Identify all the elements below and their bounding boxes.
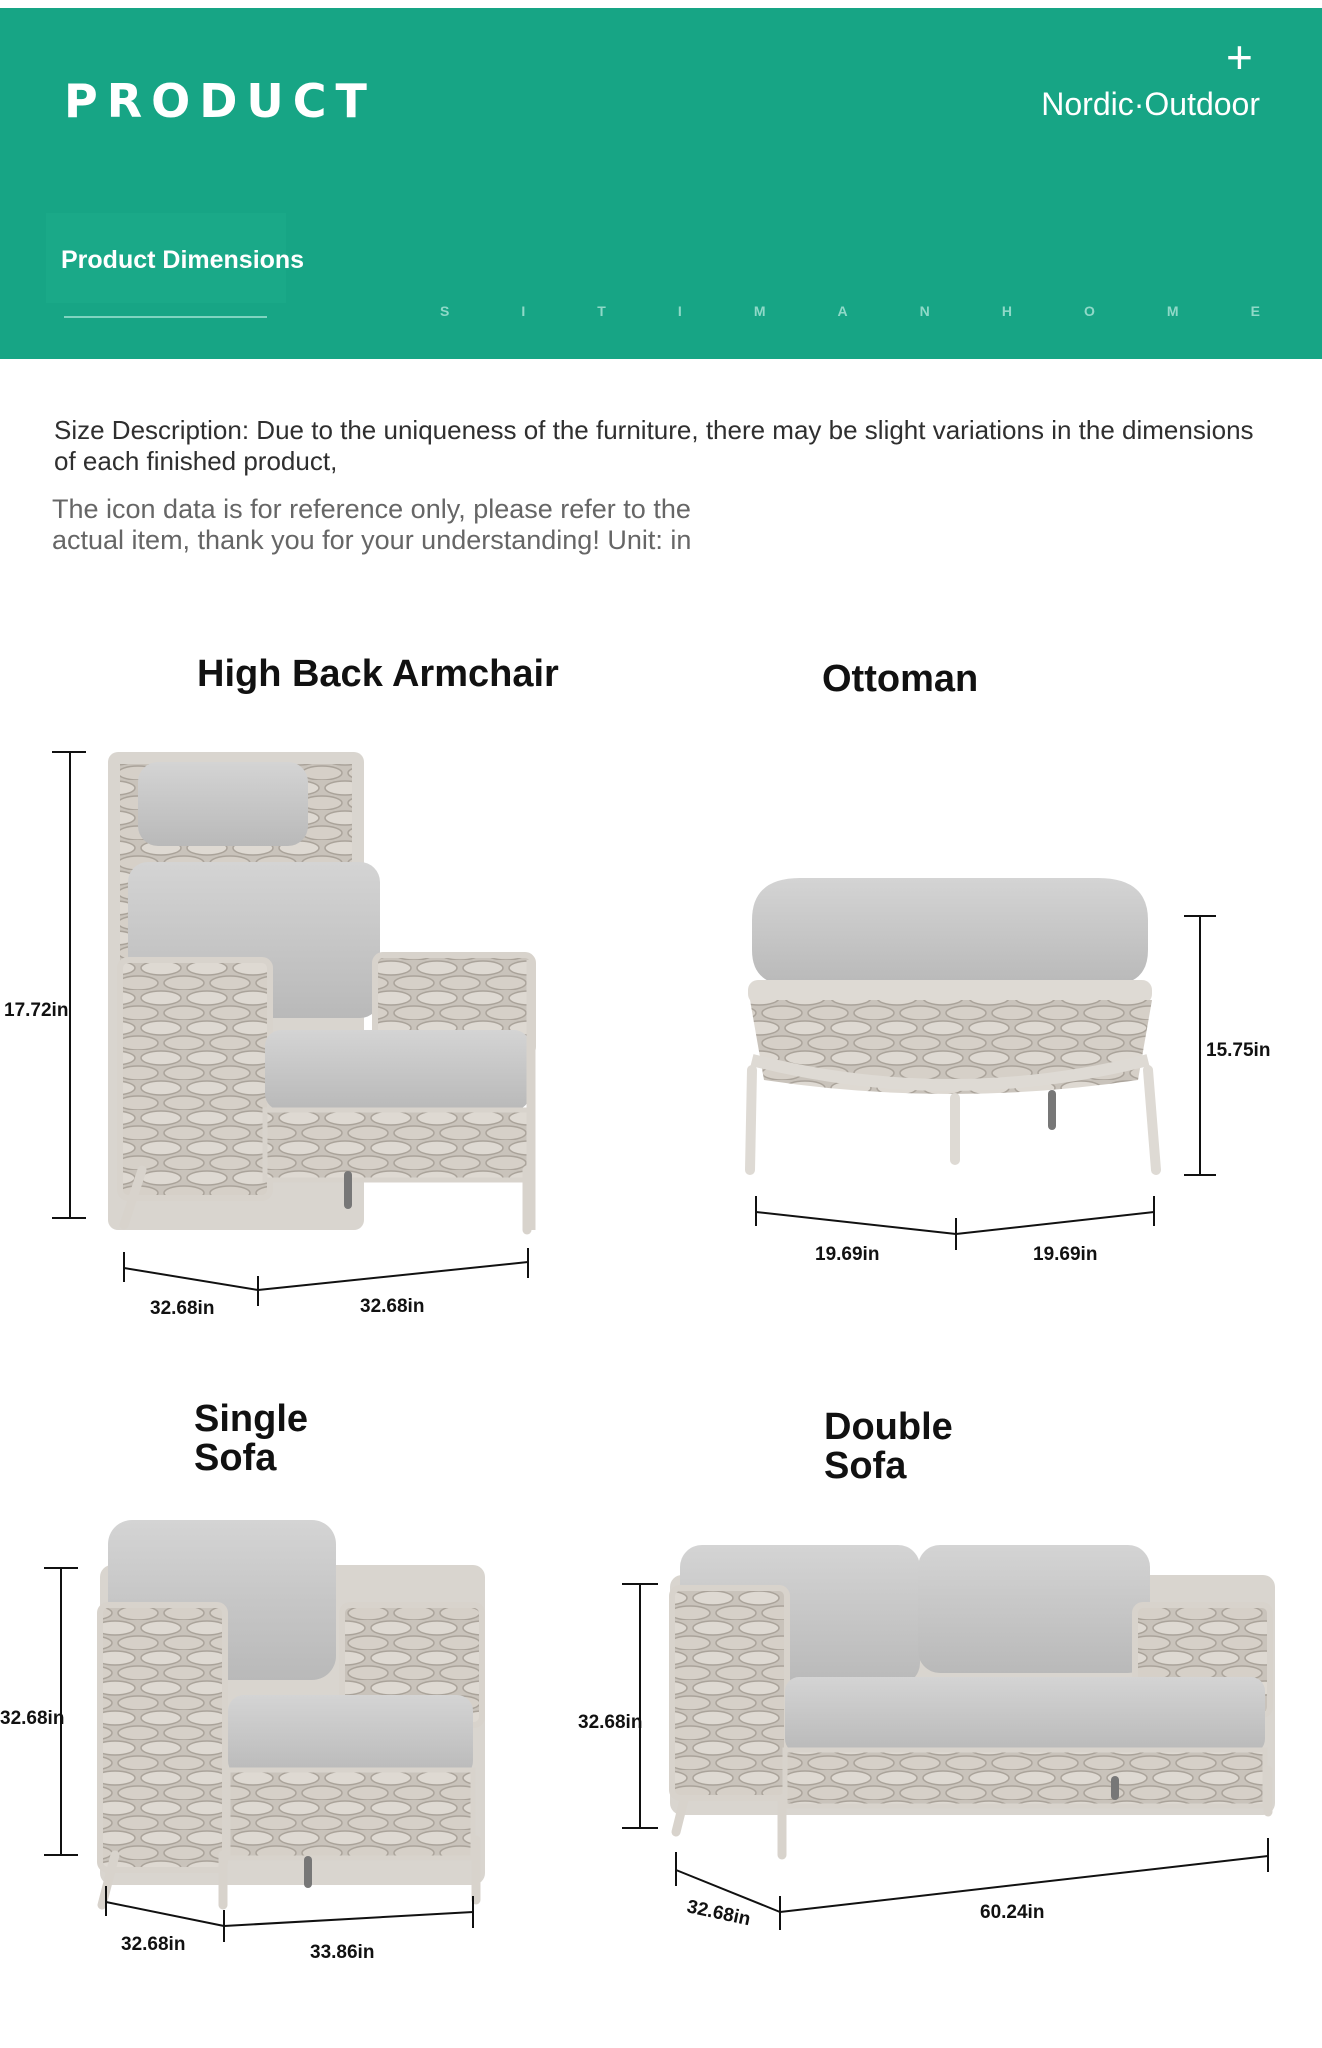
armchair-illustration: [108, 752, 533, 1230]
single-sofa-height-label: 32.68in: [0, 1708, 65, 1729]
armchair-height-line: [52, 752, 86, 1218]
letter: T: [597, 303, 606, 319]
armchair-width-label: 32.68in: [360, 1296, 425, 1317]
letter: N: [919, 303, 930, 319]
double-sofa-height-label: 32.68in: [578, 1712, 643, 1733]
letter: H: [1001, 303, 1012, 319]
single-sofa-title: Single Sofa: [194, 1398, 309, 1479]
armchair-depth-label: 32.68in: [150, 1298, 215, 1319]
armchair-title: High Back Armchair: [197, 653, 559, 695]
section-subtitle: Product Dimensions: [61, 246, 305, 274]
double-sofa-title: Double Sofa: [824, 1406, 953, 1487]
brand-tagline: Nordic·Outdoor: [1041, 86, 1260, 122]
ottoman-base-lines: [756, 1196, 1154, 1250]
ottoman-height-label: 15.75in: [1206, 1040, 1271, 1061]
letter: I: [521, 303, 526, 319]
letter: M: [1166, 303, 1179, 319]
ottoman-title: Ottoman: [822, 658, 979, 700]
double-sofa-base-lines: [676, 1838, 1268, 1930]
letter: E: [1250, 303, 1260, 319]
double-sofa-height-line: [622, 1584, 658, 1828]
ottoman-depth-label: 19.69in: [815, 1244, 880, 1265]
ottoman-illustration: [748, 878, 1156, 1170]
double-sofa-depth-label: 32.68in: [684, 1896, 753, 1931]
single-sofa-depth-label: 32.68in: [121, 1934, 186, 1955]
reference-note: The icon data is for reference only, please refer to the actual item, thank you for your understanding! Unit: in: [52, 494, 692, 555]
armchair-height-label: 17.72in: [4, 1000, 69, 1021]
single-sofa-illustration: [100, 1520, 485, 1905]
letter: O: [1083, 303, 1095, 319]
size-description: Size Description: Due to the uniqueness of the furniture, there may be slight variations in the dimensions of each finished product,: [54, 415, 1254, 476]
single-sofa-width-label: 33.86in: [310, 1942, 375, 1963]
brand-title: PRODUCT: [64, 74, 376, 128]
letter: I: [677, 303, 682, 319]
letter: S: [440, 303, 450, 319]
letter: A: [837, 303, 848, 319]
plus-icon: +: [1226, 31, 1253, 83]
letter: M: [753, 303, 766, 319]
ottoman-width-label: 19.69in: [1033, 1244, 1098, 1265]
double-sofa-width-label: 60.24in: [980, 1902, 1045, 1923]
double-sofa-illustration: [670, 1545, 1275, 1855]
